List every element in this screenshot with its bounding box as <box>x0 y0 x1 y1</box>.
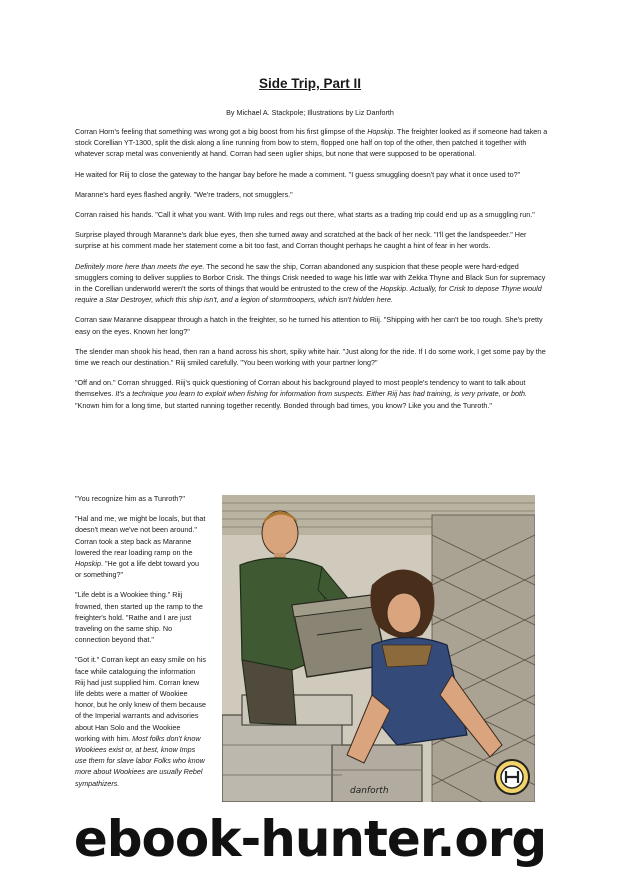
narrow-paragraph-4-thought: Most folks don't know Wookiees exist or, at best, know Imps use them for slave labor Folks who know more about Wookiees are usually Rebel sympathizers. <box>75 733 205 788</box>
narrow-paragraph-4-text-a: "Got it." Corran kept an easy smile on his face while cataloguing the information Riij had just supplied him. Corran knew life debts were a matter of Wookiee honor, but he only knew of them because of the Imperial warrants and advisories about Han Solo and the Wookiee working with him. <box>75 655 207 743</box>
narrow-column <box>75 493 207 798</box>
paragraph-7: Corran saw Maranne disappear through a hatch in the freighter, so he turned his attention to Riij. "Shipping with her can't be too rough. She's pretty easy on the eyes. Known her long?" <box>75 315 543 336</box>
paragraph-6-thought-2: Actually, for Crisk to depose Thyne would require a Star Destroyer, which this ship isn't, and a legion of stormtroopers, which isn't hidden here. <box>75 284 542 305</box>
ship-name: Hopskip <box>75 559 101 569</box>
paragraph-6 <box>75 261 550 306</box>
illustration-drawing <box>222 495 535 802</box>
paragraph-6-thought: Definitely more here than meets the eye. <box>75 261 205 271</box>
narrow-paragraph-4 <box>75 654 207 788</box>
paragraph-9 <box>75 377 550 411</box>
paragraph-9-text-c: "Known him for a long time, but started running together recently. Bonded through bad times, you know? Like you and the Tunroth." <box>75 400 492 410</box>
watermark-text: ebook-hunter.org <box>73 810 547 868</box>
article-body <box>75 126 550 420</box>
paragraph-9-thought: It's a technique you learn to exploit when fishing for information from suspects. Either Riij has had training, is very private, or both. <box>115 389 528 399</box>
artist-signature: danforth <box>350 786 389 796</box>
paragraph-9-text-a: "Off and on." Corran shrugged. Riij's quick questioning of Corran about his background played to most people's tendency to want to talk about themselves. <box>75 378 526 399</box>
narrow-paragraph-1: "You recognize him as a Tunroth?" <box>75 494 185 503</box>
illustration <box>222 495 535 802</box>
paragraph-1-text-a: Corran Horn's feeling that something was wrong got a big boost from his first glimpse of the <box>75 127 368 136</box>
emblem-icon <box>495 760 529 794</box>
narrow-paragraph-2-text-a: "Hal and me, we might be locals, but that doesn't mean we've not been around." Corran took a step back as Maranne lowered the rear loading ramp on the <box>75 514 206 557</box>
paragraph-8: The slender man shook his head, then ran a hand across his short, spiky white hair. "Just along for the ride. If I do some work, I get some pay by the time we reach our destination." Riij smiled carefully. "You been working with your partner long?" <box>75 346 546 368</box>
narrow-paragraph-2 <box>75 513 207 580</box>
paragraph-2: He waited for Riij to close the gateway to the hangar bay before he made a comment. "I guess smuggling doesn't pay what it once used to?" <box>75 169 521 179</box>
paragraph-1-text-c: . The freighter looked as if someone had taken a stock Corellian YT-1300, split the disk along a line running from bow to stern, flopped one half on top of the other, then patched it together with whatever scrap metal was conveniently at hand. Corran had seen uglier ships, but none that were supposed to be operational. <box>75 127 548 159</box>
paragraph-6-text-d: . <box>406 284 410 294</box>
paragraph-5: Surprise played through Maranne's dark blue eyes, then she turned away and scratched at the back of her neck. "I'll get the landspeeder." Her surprise at his comment made her statement come a bit too fast, and Corran thought perhaps he caught a hint of fear in her words. <box>75 230 527 251</box>
paragraph-4: Corran raised his hands. "Call it what you want. With Imp rules and regs out there, what starts as a trading trip could end up as a smuggling run." <box>75 210 535 220</box>
article-title: Side Trip, Part II <box>258 76 362 91</box>
narrow-paragraph-3: "Life debt is a Wookiee thing." Riij frowned, then started up the ramp to the freighter's hold. "Rathe and I are just traveling on the same ship. No connection beyond that." <box>75 590 203 645</box>
ship-name: Hopskip <box>367 127 394 136</box>
ship-name: Hopskip <box>380 284 406 294</box>
paragraph-6-text-b: The second he saw the ship, Corran abandoned any suspicion that these people were hard-edged smugglers coming to deliver supplies to Borbor Crisk. The things Crisk needed to wage his little war with Zekka Thyne and Black Sun for supremacy in the Corellian underworld weren't the sorts of things that would be entrusted to the crew of the <box>75 261 546 294</box>
paragraph-1 <box>75 126 550 160</box>
narrow-paragraph-2-text-c: . "He got a life debt toward you or something?" <box>75 559 200 580</box>
paragraph-3: Maranne's hard eyes flashed angrily. "We're traders, not smugglers." <box>75 189 293 199</box>
article-byline: By Michael A. Stackpole; Illustrations by Liz Danforth <box>226 108 394 117</box>
